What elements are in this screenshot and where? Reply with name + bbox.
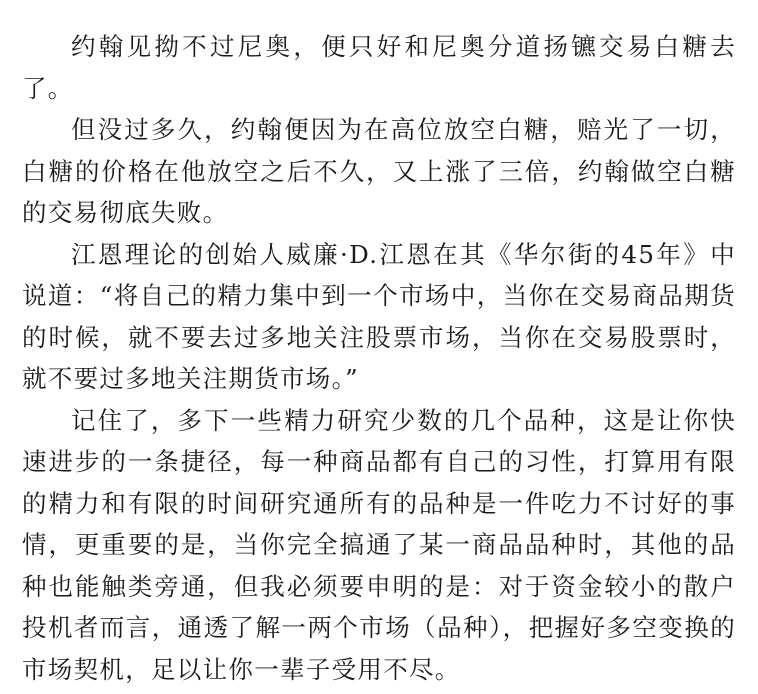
paragraph-1: 约翰见拗不过尼奥，便只好和尼奥分道扬镳交易白糖去了。 bbox=[22, 32, 736, 103]
paragraph-3: 江恩理论的创始人威廉·D.江恩在其《华尔街的45年》中说道：“将自己的精力集中到一个市场中，当你在交易商品期货的时候，就不要去过多地关注股票市场，当你在交易股票时，就不要过多地关注期货市场。” bbox=[22, 239, 736, 393]
paragraph-2: 但没过多久，约翰便因为在高位放空白糖，赔光了一切，白糖的价格在他放空之后不久，又上涨了三倍，约翰做空白糖的交易彻底失败。 bbox=[22, 115, 736, 227]
document-page bbox=[22, 26, 736, 690]
paragraph-4: 记住了，多下一些精力研究少数的几个品种，这是让你快速进步的一条捷径，每一种商品都有自己的习性，打算用有限的精力和有限的时间研究通所有的品种是一件吃力不讨好的事情，更重要的是，当你完全搞通了某一商品品种时，其他的品种也能触类旁通，但我必须要申明的是：对于资金较小的散户投机者而言，通透了解一两个市场（品种），把握好多空变换的市场契机，足以让你一辈子受用不尽。 bbox=[22, 405, 736, 684]
